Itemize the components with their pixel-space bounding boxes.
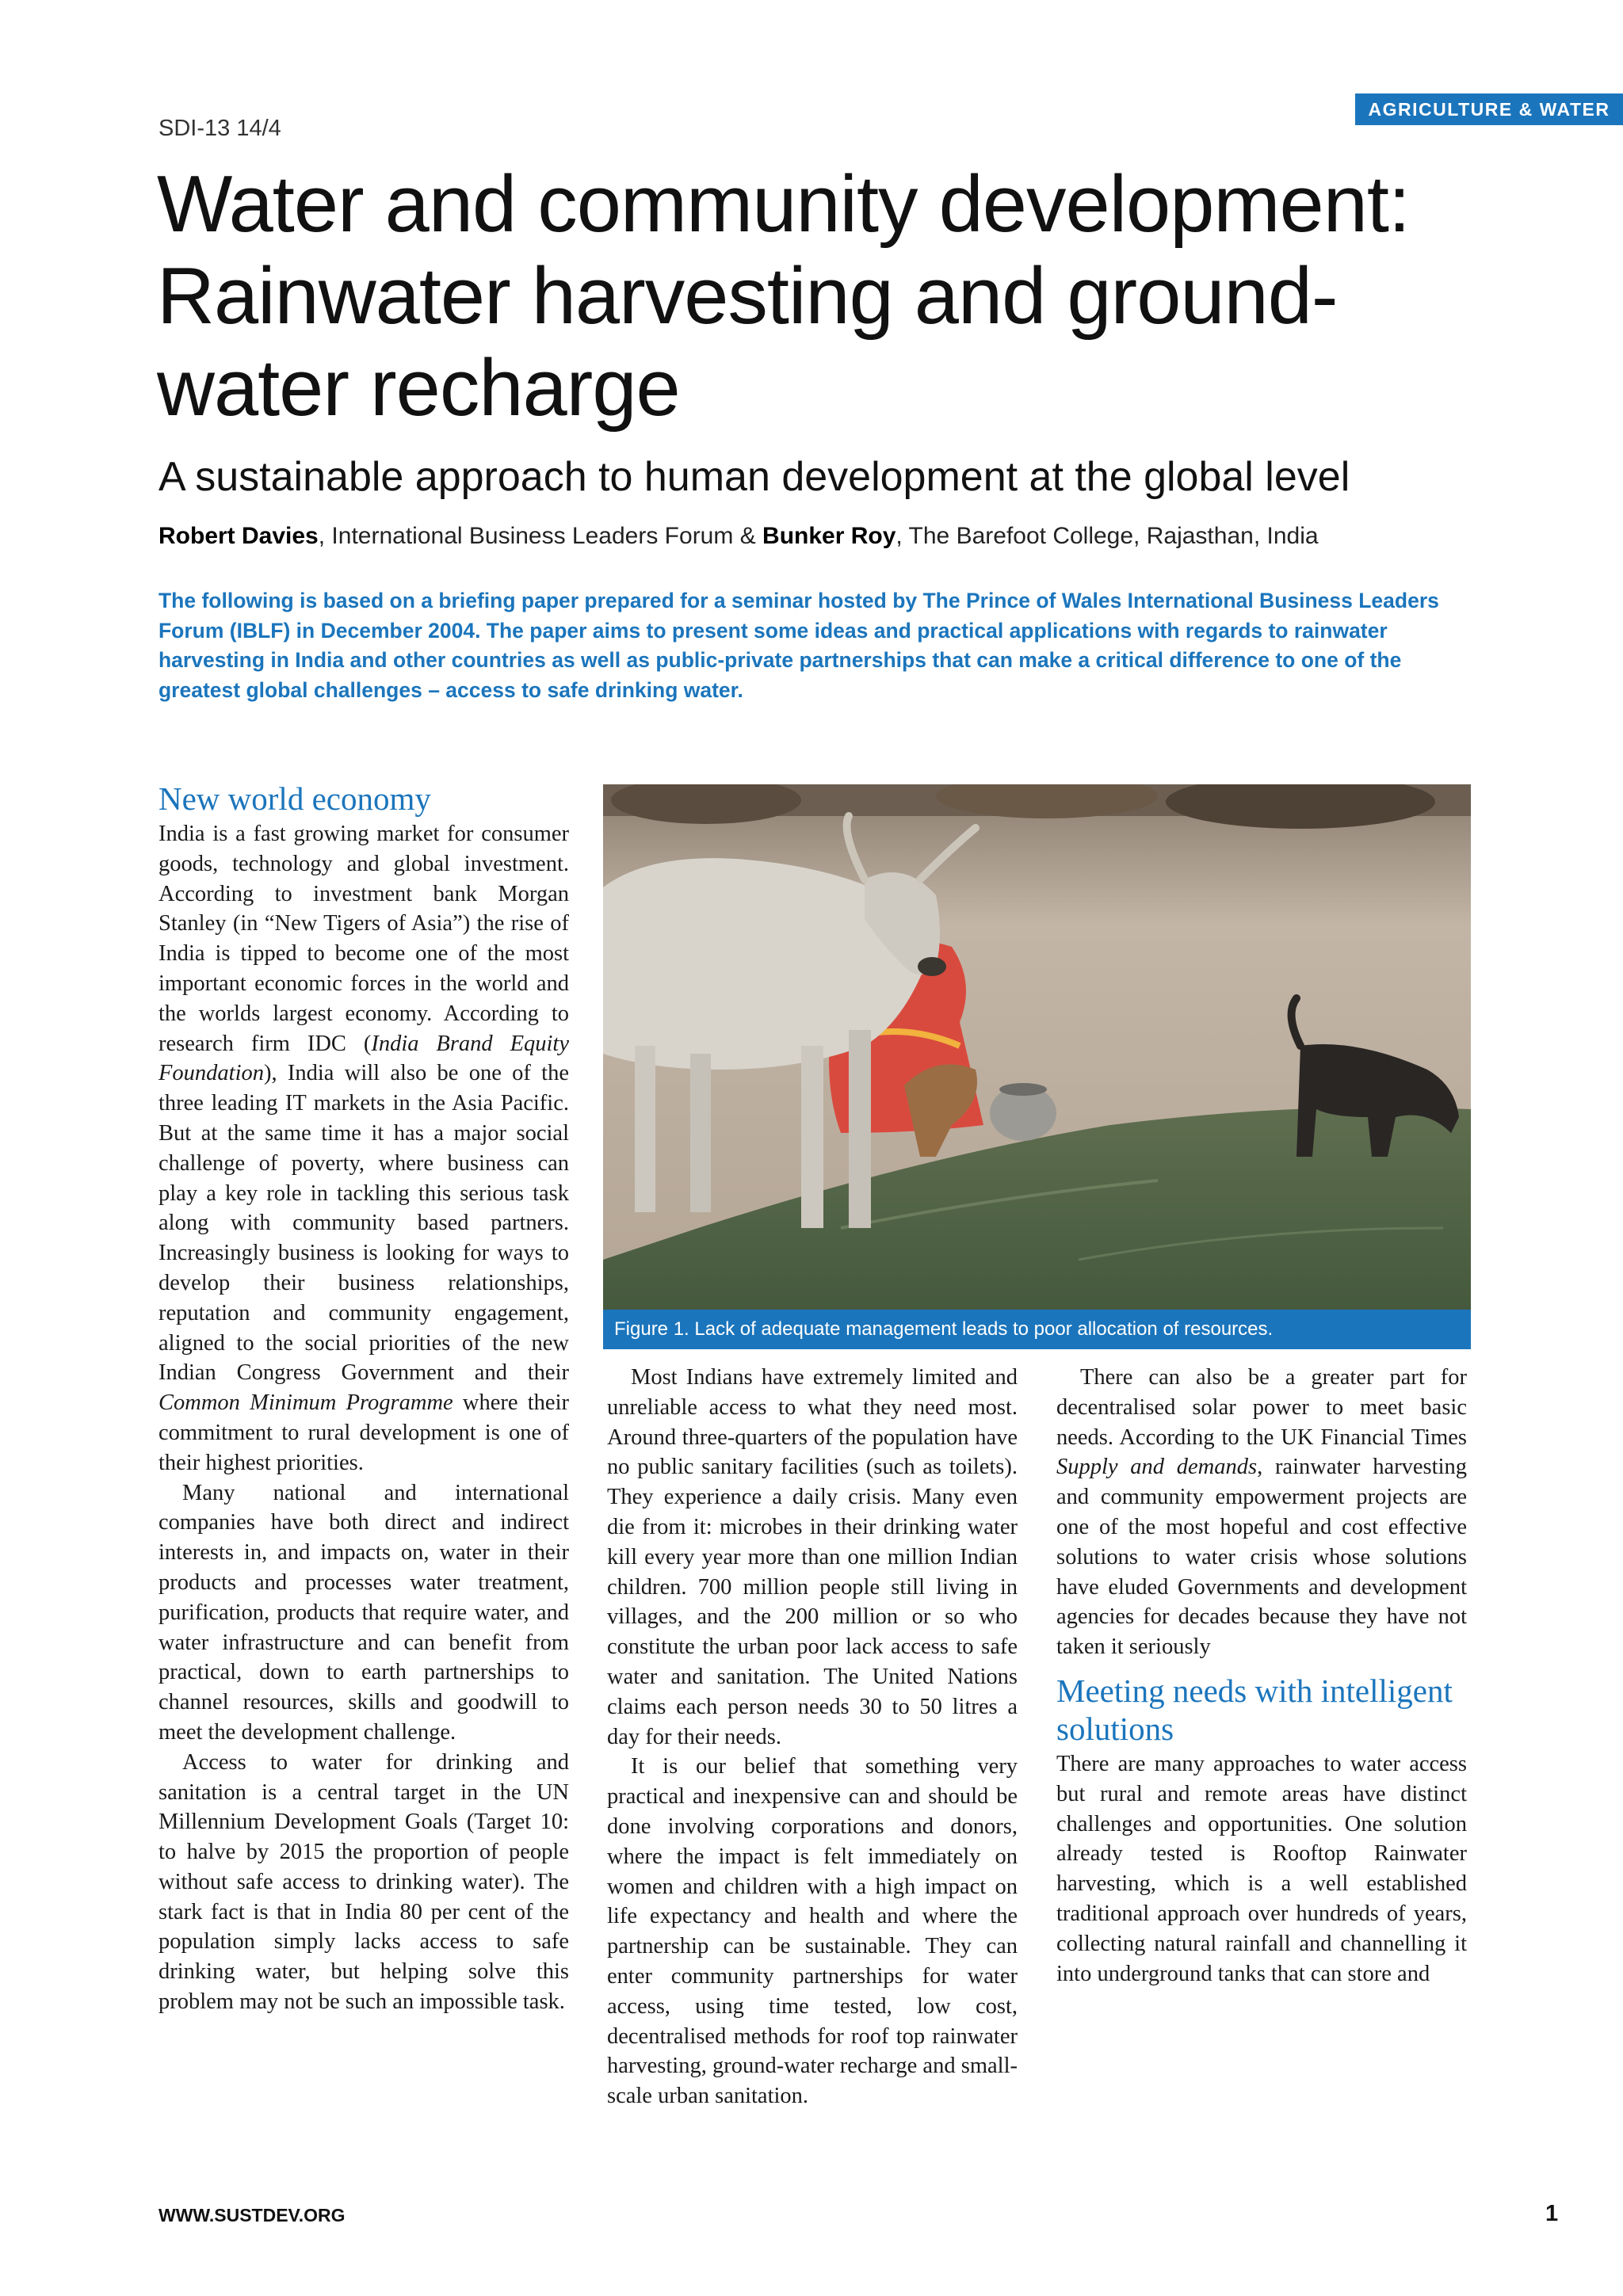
- text-column-2: [607, 1363, 1018, 2111]
- section-heading: Meeting needs with intelligent solutions: [1056, 1672, 1453, 1747]
- author-name: Robert Davies: [158, 523, 319, 549]
- paragraph: India is a fast growing market for consumer goods, technology and global investment. According to investment bank Morgan Stanley (in “New Tigers of Asia”) the rise of India is tipped to become one of the most important economic forces in the world and the worlds largest economy. According to research firm IDC (India Brand Equity Foundation), India will also be one of the three leading IT markets in the Asia Pacific. But at the same time it has a major social challenge of poverty, where business can play a key role in tackling this serious task along with community based partners. Increasingly business is looking for ways to develop their business relationships, reputation and community engagement, aligned to the social priorities of the new Indian Congress Government and their Common Minimum Programme where their commitment to rural development is one of their highest priorities.: [158, 822, 569, 1475]
- author-affiliation: , The Barefoot College, Rajasthan, India: [896, 523, 1319, 549]
- section-heading: New world economy: [158, 780, 431, 817]
- paragraph: Many national and international companies have both direct and indirect interests in, and impacts on, water in their products and processes water treatment, purification, products that require water, and water infrastructure and can benefit from practical, down to earth partnerships to channel resources, skills and goodwill to meet the development challenge.: [158, 1480, 569, 1745]
- section-tag: AGRICULTURE & WATER: [1355, 93, 1623, 125]
- byline: [158, 523, 1319, 550]
- intro-paragraph: The following is based on a briefing paper prepared for a seminar hosted by The Prince of Wales International Business Leaders Forum (IBLF) in December 2004. The paper aims to present some ideas and practical applications with regards to rainwater harvesting in India and other countries as well as public-private partnerships that can make a critical difference to one of the greatest global challenges – access to safe drinking water.: [158, 589, 1439, 702]
- article-subtitle: A sustainable approach to human development at the global level: [158, 454, 1350, 500]
- figure-caption: Figure 1. Lack of adequate management leads to poor allocation of resources.: [603, 1310, 1471, 1349]
- article-title: Water and community development: Rainwater harvesting and ground-water recharge: [157, 160, 1410, 433]
- footer-url: WWW.SUSTDEV.ORG: [158, 2205, 346, 2225]
- text-column-3: [1056, 1363, 1467, 1989]
- figure-photo: [603, 784, 1471, 1349]
- photo-cow-at-waterhole: [603, 784, 1471, 1349]
- issue-number: SDI-13 14/4: [158, 116, 281, 141]
- author-name: Bunker Roy: [762, 523, 896, 549]
- paragraph: There are many approaches to water access but rural and remote areas have distinct challenges and opportunities. One solution already tested is Rooftop Rainwater harvesting, which is a well established traditional approach over hundreds of years, collecting natural rainfall and channelling it into underground tanks that can store and: [1056, 1751, 1467, 1986]
- page-number: 1: [1545, 2201, 1559, 2226]
- paragraph: There can also be a greater part for decentralised solar power to meet basic needs. According to the UK Financial Times Supply and demands, rainwater harvesting and community empowerment projects are one of the most hopeful and cost effective solutions to water crisis whose solutions have eluded Governments and development agencies for decades because they have not taken it seriously: [1056, 1365, 1467, 1660]
- text-column-1: [158, 780, 569, 2017]
- paragraph: Most Indians have extremely limited and unreliable access to what they need most. Around three-quarters of the population have no public sanitary facilities (such as toilets). They experience a daily crisis. Many even die from it: microbes in their drinking water kill every year more than one million Indian children. 700 million people still living in villages, and the 200 million or so who constitute the urban poor lack access to safe water and sanitation. The United Nations claims each person needs 30 to 50 litres a day for their needs.: [607, 1365, 1018, 1749]
- author-affiliation: , International Business Leaders Forum &: [318, 523, 763, 549]
- paragraph: Access to water for drinking and sanitation is a central target in the UN Millennium Development Goals (Target 10: to halve by 2015 the proportion of people without safe access to drinking water). The stark fact is that in India 80 per cent of the population simply lacks access to safe drinking water, but helping solve this problem may not be such an impossible task.: [158, 1749, 569, 2015]
- paragraph: It is our belief that something very practical and inexpensive can and should be done involving corporations and donors, where the impact is felt immediately on women and children with a high impact on life expectancy and health and where the partnership can be sustainable. They can enter community partnerships for water access, using time tested, low cost, decentralised methods for roof top rainwater harvesting, ground-water recharge and small-scale urban sanitation.: [607, 1754, 1018, 2109]
